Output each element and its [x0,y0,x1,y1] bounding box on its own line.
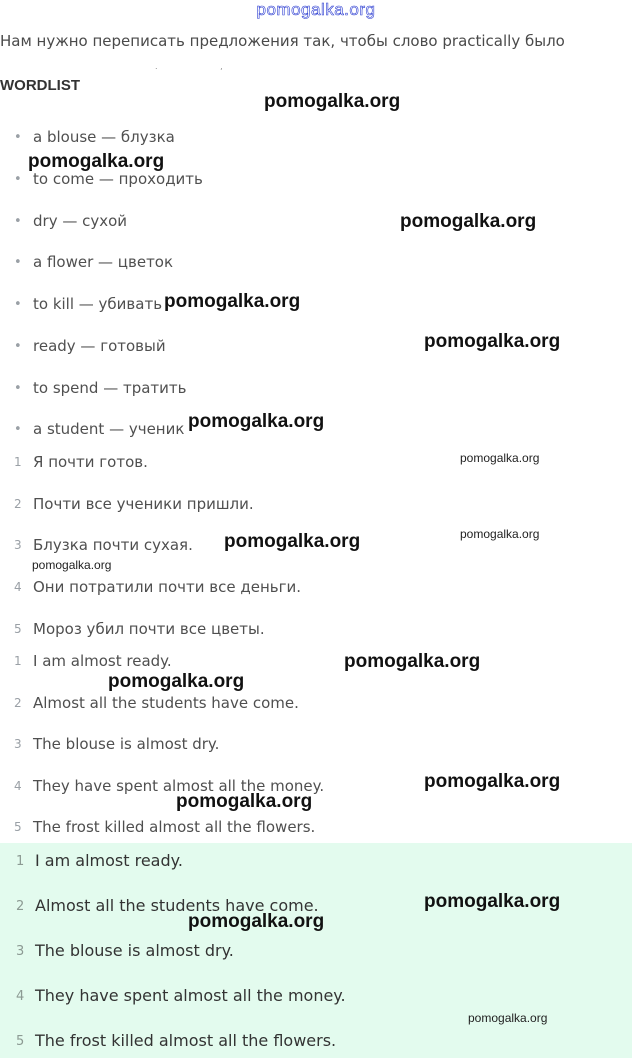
site-logo[interactable]: pomogalka.org [256,0,376,19]
bullet-icon: • [14,130,22,145]
answer-sentence: The frost killed almost all the flowers. [35,1031,337,1050]
wordlist-item: ready — готовый [33,337,166,355]
russian-sentence: Блузка почти сухая. [33,536,193,554]
watermark: pomogalka.org [424,331,561,352]
russian-sentence: Я почти готов. [33,453,148,471]
english-sentence: I am almost ready. [33,652,172,670]
sentence-number: 1 [14,455,22,469]
bullet-icon: • [14,255,22,270]
answer-sentence: The blouse is almost dry. [35,941,234,960]
watermark: pomogalka.org [188,411,325,432]
wordlist-item: a flower — цветок [33,253,174,271]
answer-number: 3 [16,944,25,959]
bullet-icon: • [14,339,22,354]
answer-sentence: They have spent almost all the money. [35,986,346,1005]
answer-number: 4 [16,989,25,1004]
watermark: pomogalka.org [164,291,301,312]
sentence-number: 3 [14,538,22,552]
watermark: pomogalka.org [108,671,245,692]
watermark: pomogalka.org [224,531,361,552]
answer-number: 2 [16,899,25,914]
bullet-icon: • [14,422,22,437]
wordlist-item: to come — проходить [33,170,203,188]
sentence-number: 4 [14,580,22,594]
watermark: pomogalka.org [460,451,540,465]
english-sentence: They have spent almost all the money. [33,777,325,795]
watermark: pomogalka.org [460,527,540,541]
sentence-number: 2 [14,696,22,710]
watermark: pomogalka.org [188,911,325,932]
answer-sentence: I am almost ready. [35,851,183,870]
sentence-number: 1 [14,654,22,668]
bullet-icon: • [14,297,22,312]
wordlist-title: WORDLIST [0,77,80,94]
russian-sentence: Почти все ученики пришли. [33,495,254,513]
intro-ghost-line: . , [155,62,253,71]
answer-sentence: Almost all the students have come. [35,896,319,915]
russian-sentence: Они потратили почти все деньги. [33,578,301,596]
wordlist-item: to spend — тратить [33,379,187,397]
sentence-number: 5 [14,622,22,636]
bullet-icon: • [14,381,22,396]
english-sentence: The frost killed almost all the flowers. [33,818,316,836]
russian-sentence: Мороз убил почти все цветы. [33,620,265,638]
watermark: pomogalka.org [424,891,561,912]
watermark: pomogalka.org [468,1011,548,1025]
wordlist-item: a student — ученик [33,420,185,438]
watermark: pomogalka.org [28,151,165,172]
english-sentence: The blouse is almost dry. [33,735,220,753]
watermark: pomogalka.org [344,651,481,672]
watermark: pomogalka.org [264,91,401,112]
watermark: pomogalka.org [400,211,537,232]
answer-number: 1 [16,854,25,869]
bullet-icon: • [14,214,22,229]
wordlist-item: dry — сухой [33,212,128,230]
english-sentence: Almost all the students have come. [33,694,299,712]
sentence-number: 2 [14,497,22,511]
watermark: pomogalka.org [32,558,112,572]
intro-text: Нам нужно переписать предложения так, чтобы слово practically было [0,32,565,50]
answer-number: 5 [16,1034,25,1049]
sentence-number: 5 [14,820,22,834]
watermark: pomogalka.org [176,791,313,812]
wordlist-item: a blouse — блузка [33,128,175,146]
bullet-icon: • [14,172,22,187]
sentence-number: 4 [14,779,22,793]
wordlist-item: to kill — убивать [33,295,163,313]
sentence-number: 3 [14,737,22,751]
watermark: pomogalka.org [424,771,561,792]
